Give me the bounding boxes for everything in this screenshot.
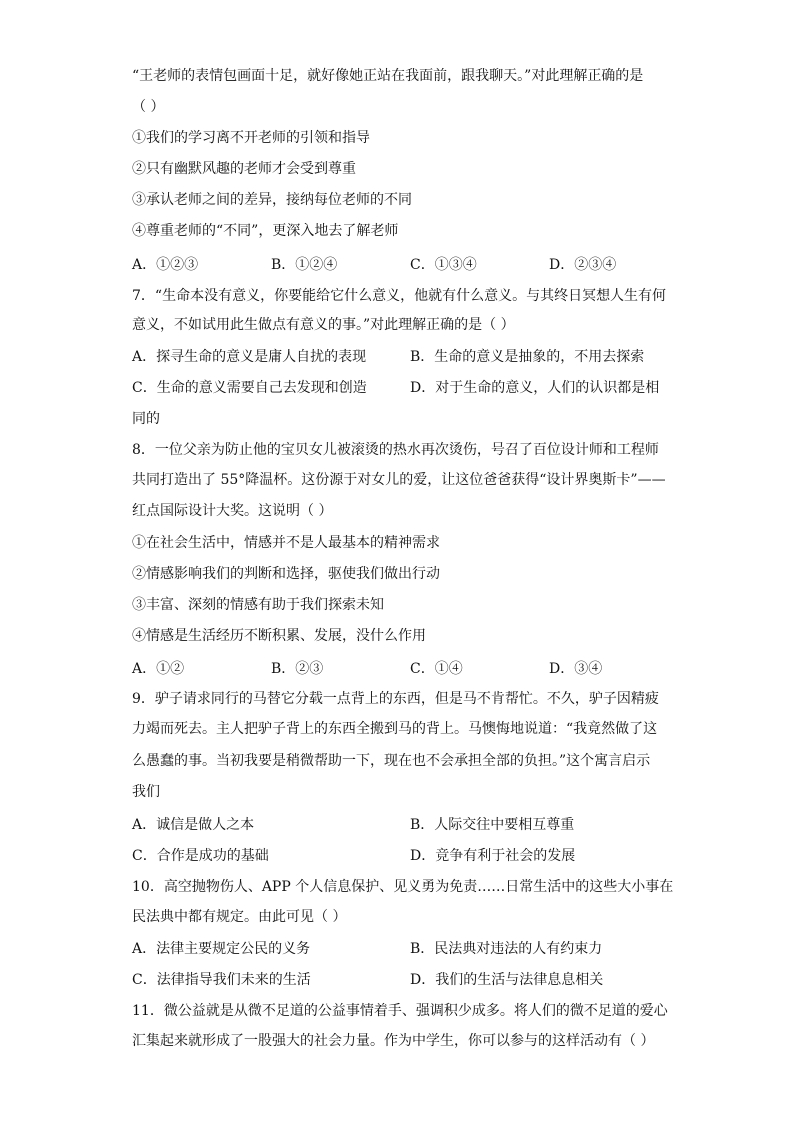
q11-stem-line-2: 汇集起来就形成了一股强大的社会力量。作为中学生，你可以参与的这样活动有（ ） — [132, 1033, 655, 1049]
q9-option-c[interactable]: C．合作是成功的基础 — [132, 848, 269, 864]
q6-item-1: ①我们的学习离不开老师的引领和指导 — [132, 130, 370, 146]
q7-option-d[interactable]: D．对于生命的意义，人们的认识都是相 — [410, 380, 660, 396]
q6-item-4: ④尊重老师的“不同”，更深入地去了解老师 — [132, 223, 399, 239]
q6-option-a[interactable]: A．①②③ — [132, 257, 199, 273]
q8-option-a[interactable]: A．①② — [132, 661, 185, 677]
q6-option-c[interactable]: C．①③④ — [410, 257, 477, 273]
q7-option-a[interactable]: A．探寻生命的意义是庸人自扰的表现 — [132, 349, 367, 365]
q8-item-3: ③丰富、深刻的情感有助于我们探索未知 — [132, 597, 384, 613]
q8-stem-line-3: 红点国际设计大奖。这说明（ ） — [132, 503, 333, 519]
q8-stem-line-2: 共同打造出了 55°降温杯。这份源于对女儿的爱，让这位爸爸获得“设计界奥斯卡”—— — [132, 472, 666, 488]
q11-stem-line-1: 11．微公益就是从微不足道的公益事情着手、强调积少成多。将人们的微不足道的爱心 — [132, 1003, 668, 1019]
q9-option-d[interactable]: D．竞争有利于社会的发展 — [410, 848, 576, 864]
q7-option-c[interactable]: C．生命的意义需要自己去发现和创造 — [132, 380, 367, 396]
q8-option-d[interactable]: D．③④ — [549, 661, 603, 677]
q6-item-2: ②只有幽默风趣的老师才会受到尊重 — [132, 161, 356, 177]
q10-stem-line-2: 民法典中都有规定。由此可见（ ） — [132, 909, 347, 925]
q6-option-b[interactable]: B．①②④ — [271, 257, 338, 273]
q10-option-b[interactable]: B．民法典对违法的人有约束力 — [410, 941, 603, 957]
q9-stem-line-1: 9．驴子请求同行的马替它分载一点背上的东西，但是马不肯帮忙。不久，驴子因精疲 — [132, 691, 659, 707]
q8-item-4: ④情感是生活经历不断积累、发展，没什么作用 — [132, 628, 426, 644]
q6-stem-line-1: “王老师的表情包画面十足，就好像她正站在我面前，跟我聊天。”对此理解正确的是 — [132, 68, 644, 84]
q9-stem-line-3: 么愚蠢的事。当初我要是稍微帮助一下，现在也不会承担全部的负担。”这个寓言启示 — [132, 753, 651, 769]
q9-stem-line-2: 力竭而死去。主人把驴子背上的东西全搬到马的背上。马懊悔地说道：“我竟然做了这 — [132, 721, 658, 737]
q8-option-c[interactable]: C．①④ — [410, 661, 463, 677]
q6-option-d[interactable]: D．②③④ — [549, 257, 617, 273]
q7-option-d-continued: 同的 — [132, 411, 160, 427]
q7-stem-line-2: 意义，不如试用此生做点有意义的事。”对此理解正确的是（ ） — [132, 317, 515, 333]
q8-item-1: ①在社会生活中，情感并不是人最基本的精神需求 — [132, 535, 440, 551]
q9-option-b[interactable]: B．人际交往中要相互尊重 — [410, 817, 575, 833]
q10-stem-line-1: 10．高空抛物伤人、APP 个人信息保护、见义勇为免责……日常生活中的这些大小事在 — [132, 879, 674, 895]
q10-option-a[interactable]: A．法律主要规定公民的义务 — [132, 941, 311, 957]
q7-option-b[interactable]: B．生命的意义是抽象的，不用去探索 — [410, 349, 645, 365]
q9-stem-line-4: 我们 — [132, 784, 160, 800]
q8-option-b[interactable]: B．②③ — [271, 661, 324, 677]
q10-option-c[interactable]: C．法律指导我们未来的生活 — [132, 972, 311, 988]
q8-stem-line-1: 8．一位父亲为防止他的宝贝女儿被滚烫的热水再次烫伤，号召了百位设计师和工程师 — [132, 442, 659, 458]
q9-option-a[interactable]: A．诚信是做人之本 — [132, 817, 255, 833]
q7-stem-line-1: 7．“生命本没有意义，你要能给它什么意义，他就有什么意义。与其终日冥想人生有何 — [132, 288, 667, 304]
q6-stem-line-2: （ ） — [132, 99, 165, 115]
q10-option-d[interactable]: D．我们的生活与法律息息相关 — [410, 972, 604, 988]
q8-item-2: ②情感影响我们的判断和选择，驱使我们做出行动 — [132, 566, 440, 582]
q6-item-3: ③承认老师之间的差异，接纳每位老师的不同 — [132, 192, 412, 208]
